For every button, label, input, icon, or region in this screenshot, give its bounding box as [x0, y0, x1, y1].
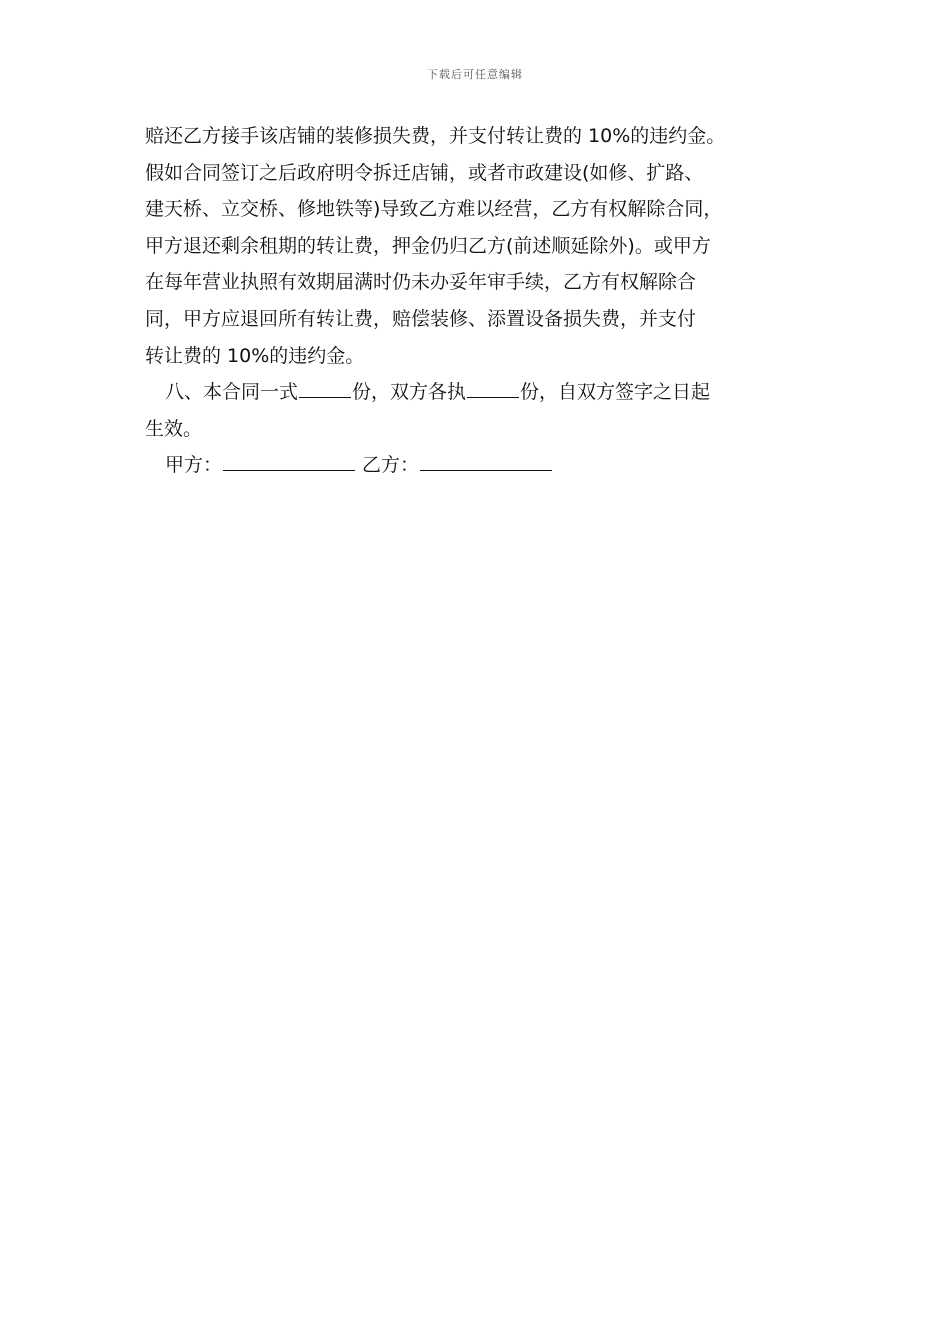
- party-b-label: 乙方：: [362, 454, 420, 477]
- copies-each-blank: [467, 377, 519, 398]
- party-b-signature-blank: [420, 450, 552, 471]
- paragraph-7-line-6: 同，甲方应退回所有转让费，赔偿装修、添置设备损失费，并支付: [145, 307, 697, 330]
- copies-clause-middle: 份，双方各执: [352, 381, 467, 404]
- signature-line: [145, 447, 845, 484]
- paragraph-7-line-1: 赔还乙方接手该店铺的装修损失费，并支付转让费的 10%的违约金。: [145, 125, 726, 147]
- paragraph-8-line-1: [145, 374, 845, 411]
- paragraph-8-line-2: 生效。: [145, 417, 203, 440]
- paragraph-7-line-3: 建天桥、立交桥、修地铁等)导致乙方难以经营，乙方有权解除合同，: [145, 198, 723, 221]
- paragraph-7-line-5: 在每年营业执照有效期届满时仍未办妥年审手续，乙方有权解除合: [145, 271, 697, 294]
- paragraph-7-line-4: 甲方退还剩余租期的转让费，押金仍归乙方(前述顺延除外)。或甲方: [145, 234, 711, 257]
- copies-clause-suffix: 份，自双方签字之日起: [520, 381, 711, 404]
- total-copies-blank: [299, 377, 351, 398]
- page-header: 下载后可任意编辑: [427, 68, 523, 81]
- party-a-label: 甲方：: [165, 454, 223, 477]
- paragraph-7-line-7: 转让费的 10%的违约金。: [145, 344, 365, 367]
- party-a-signature-blank: [223, 450, 355, 471]
- contract-body: [145, 118, 845, 484]
- paragraph-7-line-2: 假如合同签订之后政府明令拆迁店铺，或者市政建设(如修、扩路、: [145, 161, 704, 184]
- copies-clause-prefix: 八、本合同一式: [165, 381, 299, 404]
